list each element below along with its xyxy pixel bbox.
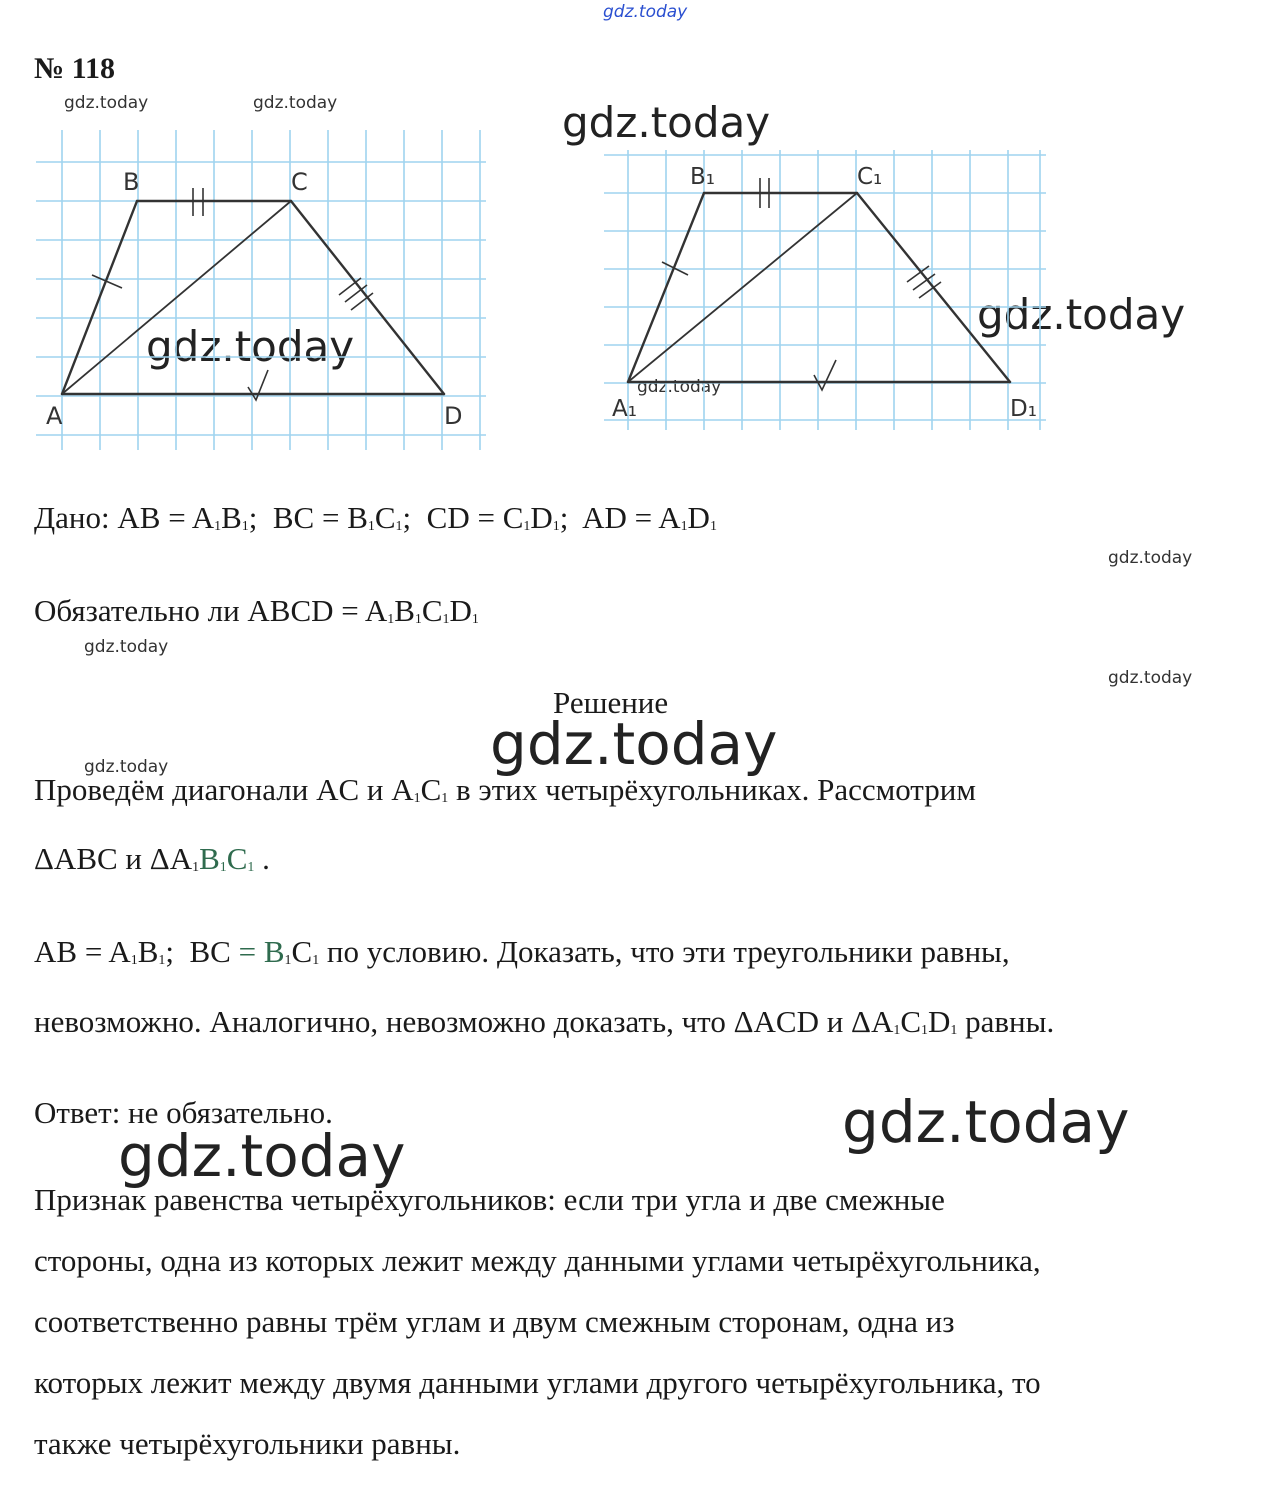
vertex-label-c1: C₁ [857,164,883,190]
watermark: gdz.today [118,1122,406,1190]
watermark: gdz.today [146,322,355,371]
paragraph-2-line-1: AB = $A_1B_1$; BC = $B_1C_1$ по условию. Доказать, что эти треугольники равны, [34,934,1010,969]
watermark: gdz.today [1108,668,1193,688]
vertex-label-a1: A₁ [612,396,637,422]
paragraph-1-line-2: ΔABC и $\Delta A_1B_1C_1$ . [34,841,270,876]
vertex-label-b1: B₁ [690,164,715,190]
paragraph-1-line-1: Проведём диагонали AC и $A_1C_1$ в этих четырёхугольниках. Рассмотрим [34,772,976,807]
criterion-line-3: соответственно равны трём углам и двум смежным сторонам, одна из [34,1304,955,1339]
watermark: gdz.today [64,93,149,113]
criterion-line-1: Признак равенства четырёхугольников: если три угла и две смежные [34,1182,945,1217]
watermark: gdz.today [637,377,722,397]
vertex-label-d: D [444,402,463,430]
given-line: Дано: AB = $A_1B_1$; BC = $B_1C_1$; CD = $C_1D_1$; AD = $A_1D_1$ [34,500,717,535]
watermark: gdz.today [253,93,338,113]
watermark: gdz.today [490,710,778,778]
watermark: gdz.today [562,98,771,147]
criterion-line-2: стороны, одна из которых лежит между данными углами четырёхугольника, [34,1243,1041,1278]
tick-marks [92,188,373,400]
vertex-label-a: A [46,402,63,430]
watermark: gdz.today [84,757,169,777]
question-line: Обязательно ли ABCD = $A_1B_1C_1D_1$ [34,593,479,628]
answer-line: Ответ: не обязательно. [34,1095,333,1130]
paragraph-2-line-2: невозможно. Аналогично, невозможно доказать, что ΔACD и $\Delta A_1C_1D_1$ равны. [34,1004,1055,1039]
solution-heading: Решение [553,685,669,720]
criterion-line-5: также четырёхугольники равны. [34,1426,461,1461]
vertex-label-b: B [123,168,140,196]
watermark: gdz.today [842,1088,1130,1156]
watermark: gdz.today [977,290,1186,339]
watermark-top: gdz.today [603,2,688,22]
watermark: gdz.today [1108,548,1193,568]
vertex-label-c: C [291,168,308,196]
watermark: gdz.today [84,637,169,657]
problem-number: № 118 [34,52,115,85]
criterion-line-4: которых лежит между двумя данными углами другого четырёхугольника, то [34,1365,1041,1400]
figure-trapezoid-a1b1c1d1 [604,150,1046,430]
figure-trapezoid-abcd [36,130,486,450]
vertex-label-d1: D₁ [1010,396,1037,422]
